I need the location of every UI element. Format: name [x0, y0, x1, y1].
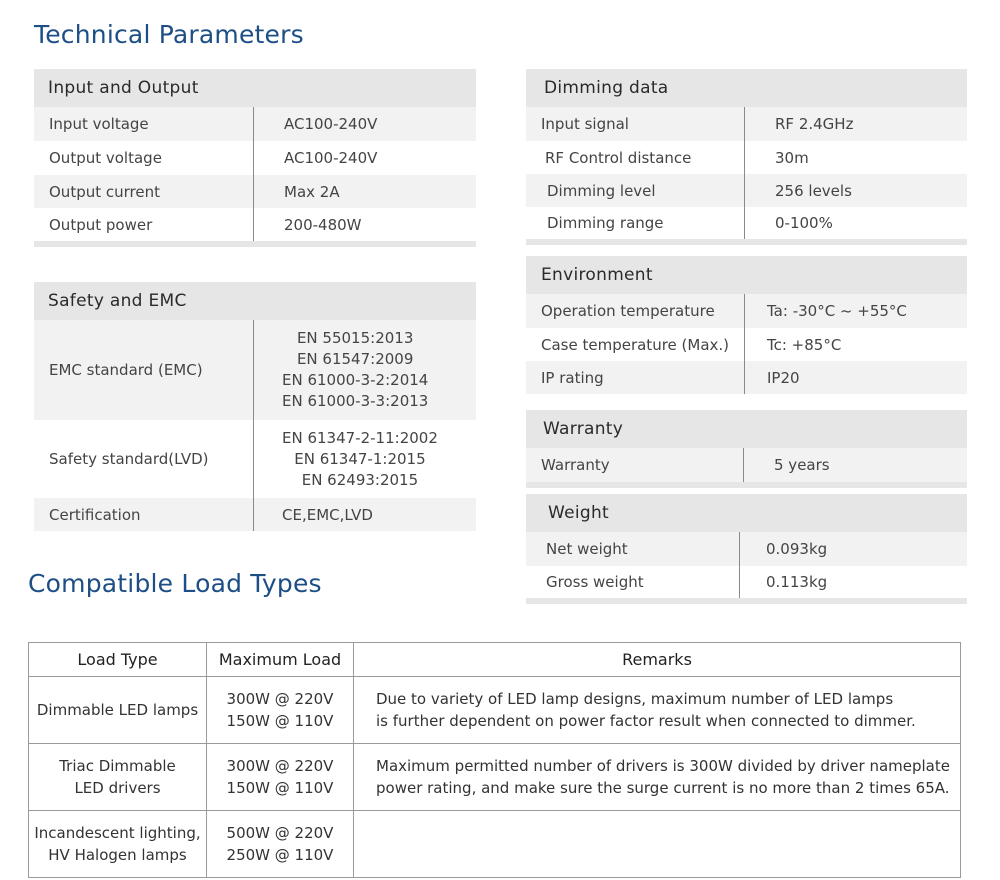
remarks-line: power rating, and make sure the surge current is no more than 2 times 65A. — [376, 779, 950, 797]
load-type: Triac Dimmable — [59, 757, 176, 775]
spec-value: 0.093kg — [766, 540, 828, 558]
table-row — [34, 107, 476, 141]
spec-value: RF 2.4GHz — [775, 115, 854, 133]
spec-label: Operation temperature — [526, 294, 745, 328]
load-type-cell — [29, 811, 207, 878]
spec-label: Case temperature (Max.) — [526, 328, 745, 361]
table-row — [29, 677, 961, 744]
table-row — [526, 328, 967, 361]
spec-label: Input voltage — [34, 107, 254, 141]
spec-value: 5 years — [774, 456, 830, 474]
table-row — [526, 566, 967, 598]
compatible-load-types-heading: Compatible Load Types — [28, 569, 322, 598]
technical-parameters-heading: Technical Parameters — [34, 20, 304, 49]
max-load-cell — [207, 677, 354, 744]
spec-value: EN 55015:2013 — [296, 329, 414, 347]
table-row — [34, 320, 476, 420]
remarks-cell — [354, 744, 961, 811]
weight-title: Weight — [526, 494, 967, 532]
spec-value: 200-480W — [284, 215, 362, 234]
safety-emc-table — [34, 282, 476, 531]
remarks-cell — [354, 677, 961, 744]
table-row — [34, 420, 476, 498]
column-header: Maximum Load — [207, 643, 354, 677]
spec-label: Input signal — [526, 107, 745, 141]
spec-value: 30m — [775, 148, 809, 167]
remarks-cell — [354, 811, 961, 878]
spec-label: Dimming level — [526, 174, 745, 207]
table-footer-bar — [34, 241, 476, 247]
spec-value-list — [254, 320, 428, 420]
spec-value: CE,EMC,LVD — [282, 505, 373, 524]
table-row — [526, 174, 967, 207]
table-row — [526, 361, 967, 394]
table-row — [526, 141, 967, 174]
warranty-title: Warranty — [526, 410, 967, 448]
max-load-cell — [207, 744, 354, 811]
spec-value: AC100-240V — [284, 149, 378, 167]
compatible-load-types-table — [28, 642, 961, 878]
max-load-cell — [207, 811, 354, 878]
spec-label: RF Control distance — [526, 141, 745, 174]
load-type-cell — [29, 677, 207, 744]
table-row — [526, 107, 967, 141]
table-row — [34, 175, 476, 208]
dimming-data-table — [526, 69, 967, 245]
table-footer-bar — [526, 482, 967, 488]
spec-label: Output current — [34, 175, 254, 208]
column-header: Remarks — [354, 643, 961, 677]
spec-value: IP20 — [767, 368, 800, 387]
spec-value: 256 levels — [775, 181, 852, 200]
environment-title: Environment — [526, 256, 967, 294]
spec-value: EN 61347-2-11:2002 — [282, 428, 438, 447]
max-load-value: 150W @ 110V — [226, 779, 334, 797]
load-type: HV Halogen lamps — [48, 846, 187, 864]
spec-value-list — [254, 420, 438, 498]
spec-label: Safety standard(LVD) — [34, 420, 254, 498]
input-output-title: Input and Output — [34, 69, 476, 107]
table-row — [34, 498, 476, 531]
load-type: Dimmable LED lamps — [36, 701, 199, 719]
spec-value: EN 61000-3-3:2013 — [282, 392, 429, 410]
column-header: Load Type — [29, 643, 207, 677]
load-type-cell — [29, 744, 207, 811]
spec-value: EN 61547:2009 — [296, 350, 414, 368]
remarks-line: Due to variety of LED lamp designs, maximum number of LED lamps — [376, 690, 894, 708]
load-type: Incandescent lighting, — [34, 824, 201, 842]
table-footer-bar — [526, 239, 967, 245]
spec-label: IP rating — [526, 361, 745, 394]
table-row — [34, 208, 476, 241]
table-row — [526, 448, 967, 482]
spec-value: 0.113kg — [766, 573, 828, 591]
spec-label: Certification — [34, 498, 254, 531]
spec-value: EN 61000-3-2:2014 — [282, 371, 429, 389]
table-row — [29, 811, 961, 878]
table-row — [29, 744, 961, 811]
table-row — [526, 207, 967, 239]
load-type: LED drivers — [74, 779, 161, 797]
weight-table — [526, 494, 967, 604]
spec-value: AC100-240V — [284, 115, 378, 133]
table-row — [34, 141, 476, 175]
max-load-value: 500W @ 220V — [226, 824, 334, 842]
spec-label: Warranty — [526, 448, 744, 482]
remarks-line: Maximum permitted number of drivers is 300W divided by driver nameplate — [376, 757, 950, 775]
environment-table — [526, 256, 967, 394]
safety-emc-title: Safety and EMC — [34, 282, 476, 320]
spec-label: Output voltage — [34, 141, 254, 175]
spec-label: EMC standard (EMC) — [34, 320, 254, 420]
spec-value: Ta: -30°C ~ +55°C — [767, 302, 907, 320]
remarks-line: is further dependent on power factor result when connected to dimmer. — [376, 712, 916, 730]
input-output-table — [34, 69, 476, 247]
spec-value: EN 62493:2015 — [301, 470, 419, 489]
spec-label: Dimming range — [526, 207, 745, 239]
table-footer-bar — [526, 598, 967, 604]
spec-label: Output power — [34, 208, 254, 241]
table-row — [526, 294, 967, 328]
max-load-value: 300W @ 220V — [226, 690, 334, 708]
table-row — [526, 532, 967, 566]
spec-value: EN 61347-1:2015 — [294, 449, 426, 468]
spec-label: Net weight — [526, 532, 740, 566]
spec-value: 0-100% — [775, 214, 833, 232]
max-load-value: 250W @ 110V — [226, 846, 334, 864]
spec-label: Gross weight — [526, 566, 740, 598]
spec-value: Tc: +85°C — [767, 335, 842, 354]
spec-value: Max 2A — [284, 182, 340, 201]
warranty-table — [526, 410, 967, 488]
table-header-row — [29, 643, 961, 677]
dimming-data-title: Dimming data — [526, 69, 967, 107]
max-load-value: 300W @ 220V — [226, 757, 334, 775]
max-load-value: 150W @ 110V — [226, 712, 334, 730]
